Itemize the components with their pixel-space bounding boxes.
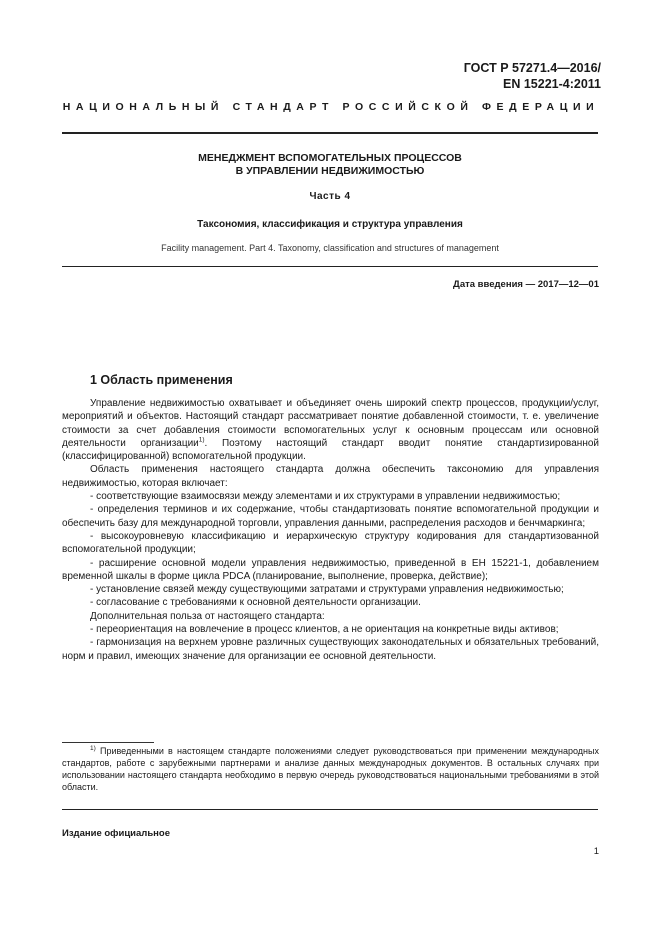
document-title bbox=[62, 152, 598, 178]
part-label: Часть 4 bbox=[309, 191, 351, 202]
paragraph-1 bbox=[62, 397, 599, 463]
paragraph-3: Дополнительная польза от настоящего стандарта: bbox=[90, 610, 325, 622]
footnote-text-block bbox=[62, 745, 599, 793]
section-heading: 1 Область применения bbox=[90, 373, 233, 387]
footnote bbox=[62, 745, 599, 793]
list-item: - соответствующие взаимосвязи между элементами и их структурами в управлении недвижимостью; bbox=[90, 491, 561, 503]
footnote-rule bbox=[62, 742, 154, 743]
title-line2: В УПРАВЛЕНИИ НЕДВИЖИМОСТЬЮ bbox=[235, 165, 425, 177]
list-item: - согласование с требованиями к основной деятельности организации. bbox=[90, 597, 421, 609]
list-item: - установление связей между существующими затратами и структурами управления недвижимостью; bbox=[90, 584, 564, 596]
document-number bbox=[464, 60, 601, 92]
footnote-text: Приведенными в настоящем стандарте положениями следует руководствоваться при применении международных стандартов, работе с зарубежными партнерами и анализе данных международных документов. В остальных случаях при использовании настоящего стандарта необходимо в первую очередь руководствоваться национальными требованиями в этой области. bbox=[62, 746, 599, 792]
footnote-reference: 1) bbox=[198, 436, 205, 444]
document-number-line2: EN 15221-4:2011 bbox=[503, 77, 601, 91]
section-body bbox=[62, 397, 599, 663]
list-item: - определения терминов и их содержание, чтобы стандартизовать понятие вспомогательной продукции и обеспечить базу для международной торговли, управления данными, распределения расходов и бенчмаркинга; bbox=[62, 504, 599, 529]
document-number-line1: ГОСТ Р 57271.4—2016/ bbox=[463, 61, 601, 75]
benefit-item: - переориентация на вовлечение в процесс клиентов, а не ориентация на конкретные виды активов; bbox=[90, 624, 559, 636]
top-divider bbox=[62, 132, 598, 134]
page-number: 1 bbox=[593, 846, 599, 857]
document-subtitle-english: Facility management. Part 4. Taxonomy, classification and structures of management bbox=[161, 243, 499, 253]
paragraph-1-text: Управление недвижимостью охватывает и объединяет очень широкий спектр процессов, продукции/услуг, мероприятий и объектов. Настоящий стандарт рассматривает понятие добавленной стоимости, т. е. увеличение стоимости за счет добавления стоимости вспомогательных услуг к основным процессам или основной деятельности организации bbox=[62, 398, 599, 449]
document-subtitle: Таксономия, классификация и структура управления bbox=[197, 219, 463, 230]
benefit-item: - гармонизация на верхнем уровне различных существующих законодательных и обязательных требований, норм и правил, имеющих значение для организации ее основной деятельности. bbox=[62, 637, 599, 662]
title-divider bbox=[62, 266, 598, 267]
edition-label: Издание официальное bbox=[62, 828, 170, 839]
national-standard-banner: НАЦИОНАЛЬНЫЙ СТАНДАРТ РОССИЙСКОЙ ФЕДЕРАЦИИ bbox=[62, 101, 600, 113]
title-line1: МЕНЕДЖМЕНТ ВСПОМОГАТЕЛЬНЫХ ПРОЦЕССОВ bbox=[198, 152, 462, 164]
list-item: - высокоуровневую классификацию и иерархическую структуру кодирования для стандартизованной вспомогательной продукции; bbox=[62, 530, 599, 556]
paragraph-1-text-end: . Поэтому настоящий стандарт вводит понятие стандартизированной (классифицированной) вспомогательной продукции. bbox=[62, 437, 599, 463]
footnote-marker: 1) bbox=[90, 745, 96, 752]
list-item: - расширение основной модели управления недвижимостью, приведенной в ЕН 15221-1, добавлением временной шкалы в форме цикла PDCA (планирование, выполнение, проверка, действие); bbox=[62, 557, 599, 582]
paragraph-2: Область применения настоящего стандарта должна обеспечить таксономию для управления недвижимостью, которая включает: bbox=[62, 464, 599, 489]
footer-divider bbox=[62, 809, 598, 810]
introduction-date: Дата введения — 2017—12—01 bbox=[453, 279, 599, 290]
